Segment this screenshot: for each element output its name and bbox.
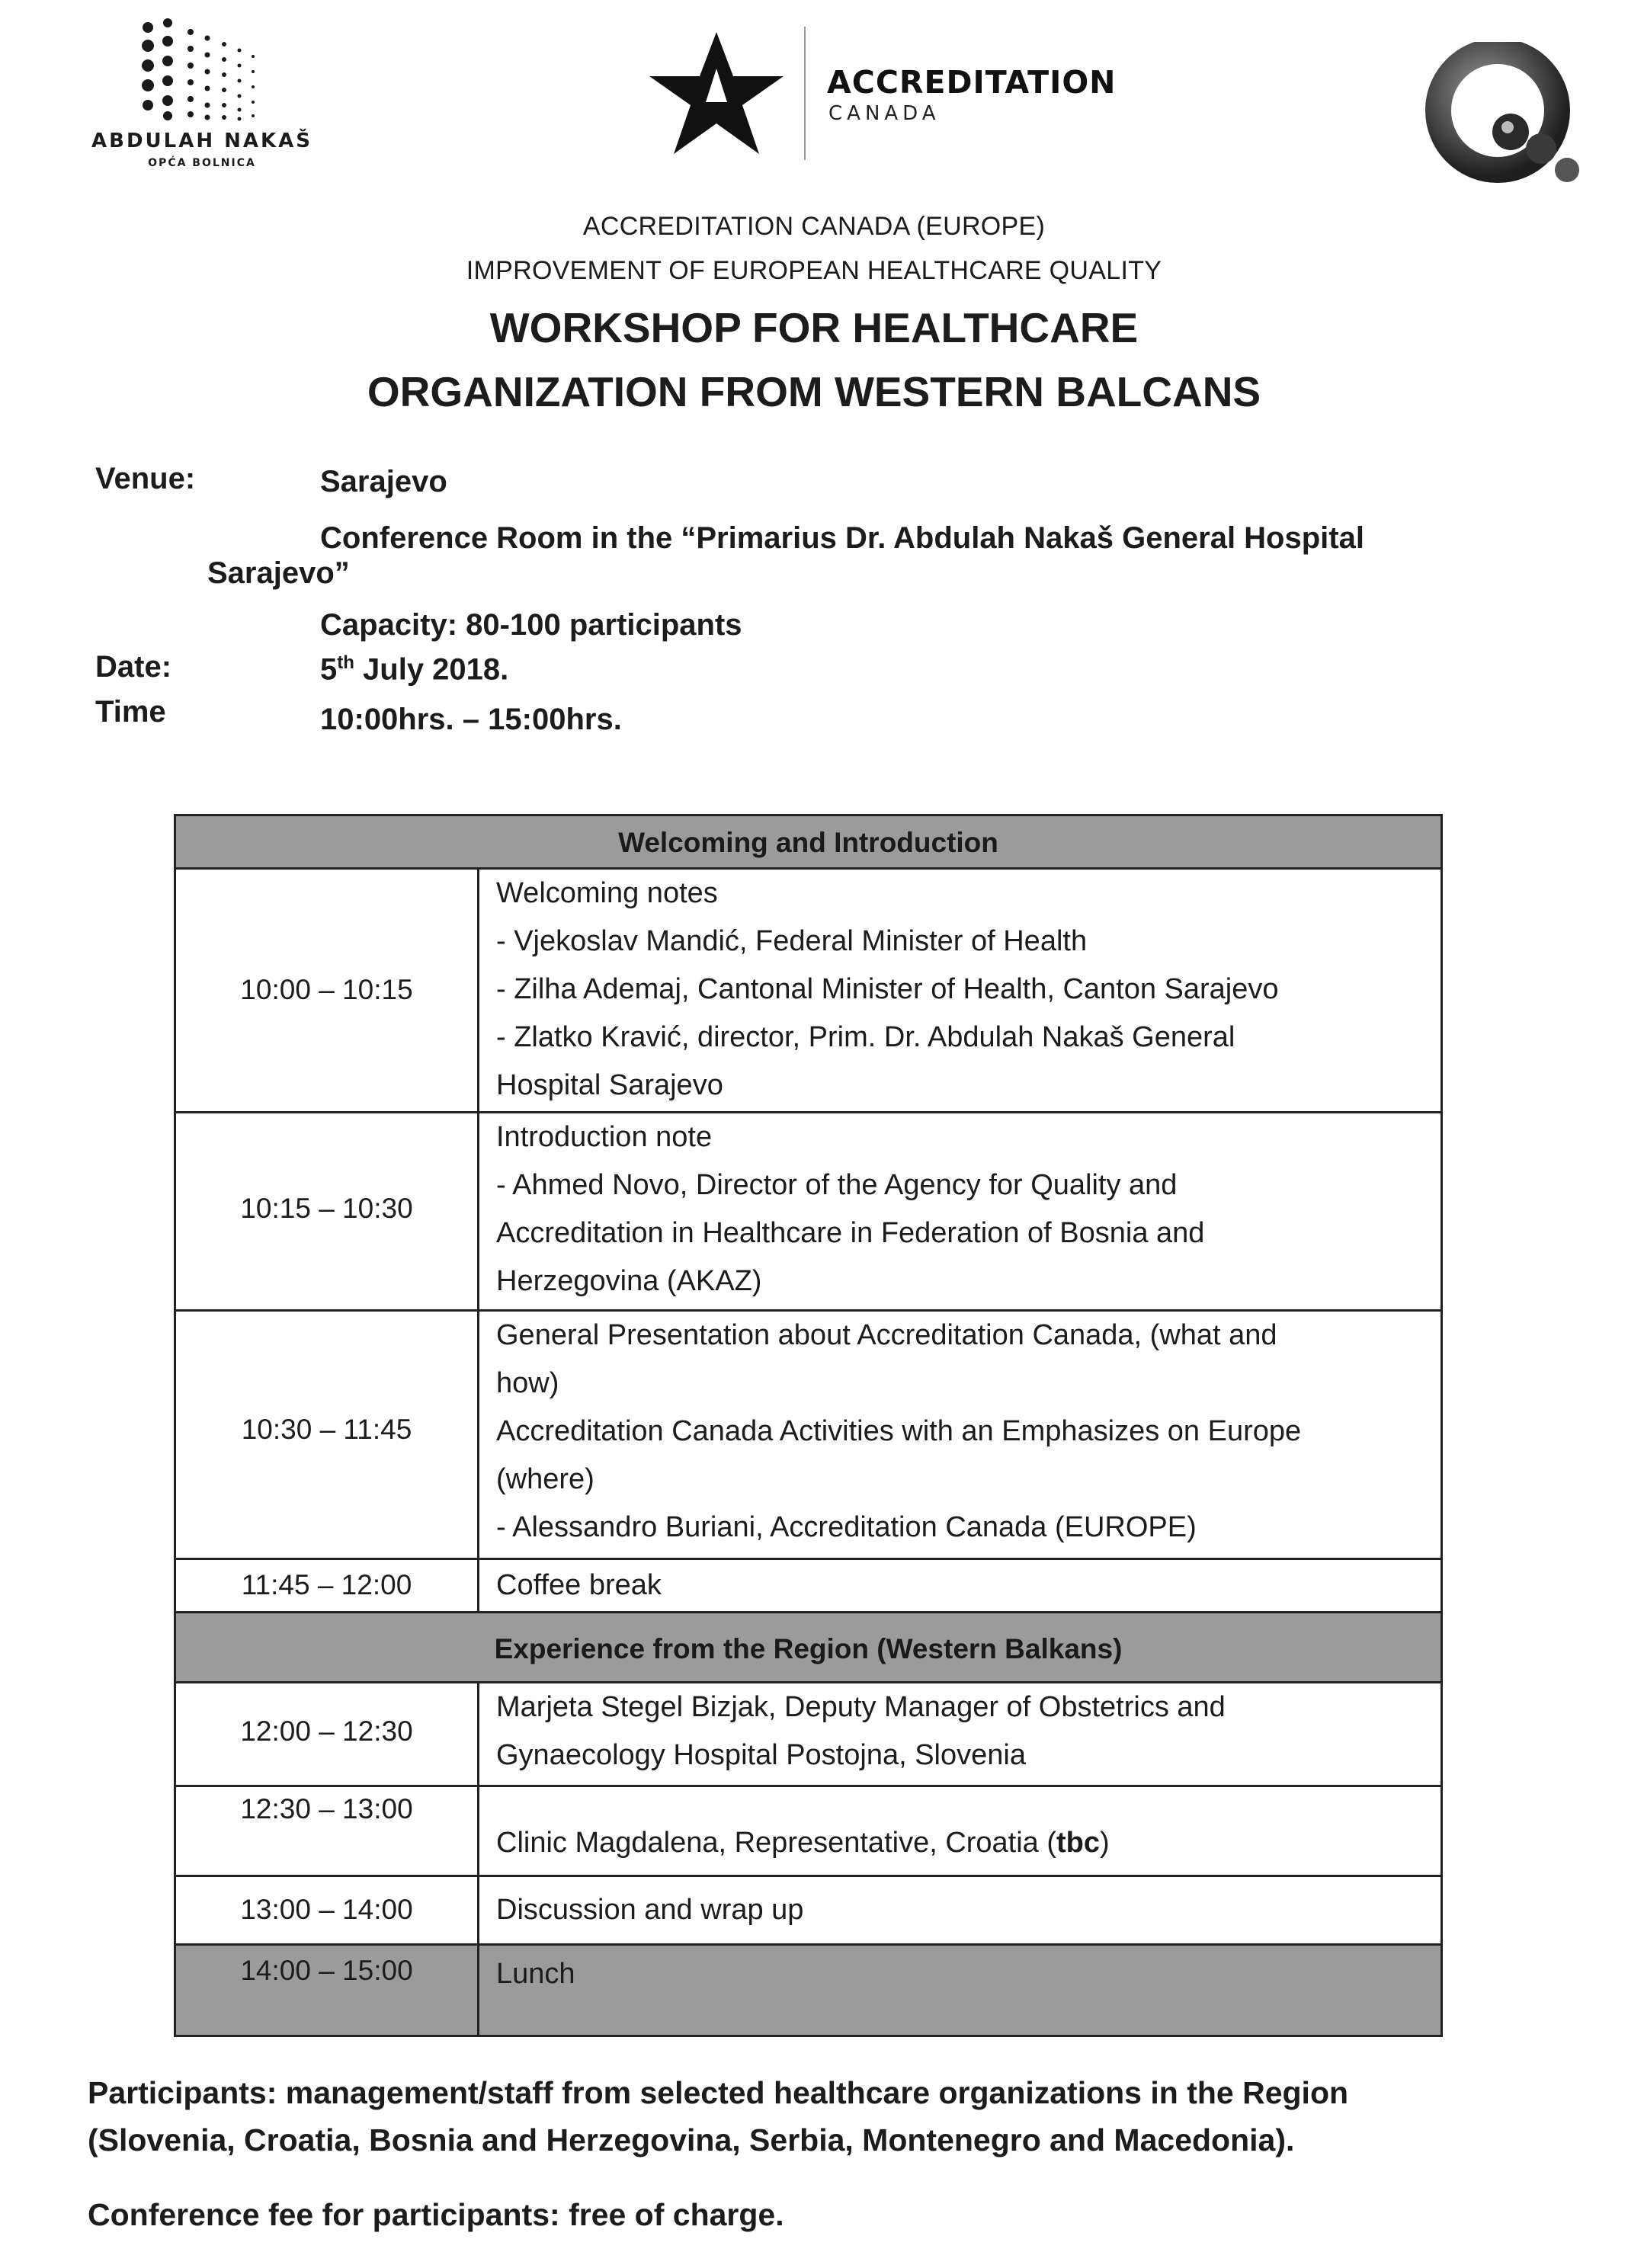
- venue-room-continued: Sarajevo”: [207, 556, 350, 590]
- session-description: Discussion and wrap up: [496, 1894, 804, 1926]
- session-description: [496, 1113, 1410, 1305]
- date-label: Date:: [95, 650, 172, 684]
- date-day: 5: [320, 652, 338, 687]
- session-time: 10:15 – 10:30: [240, 1193, 413, 1224]
- session-description: [496, 1819, 1410, 1867]
- time-value: 10:00hrs. – 15:00hrs.: [320, 703, 622, 736]
- table-row: [176, 1113, 1441, 1312]
- table-row: [176, 870, 1441, 1113]
- star-logo-icon: [648, 32, 785, 154]
- venue-room: Conference Room in the “Primarius Dr. Abdulah Nakaš General Hospital: [320, 521, 1364, 555]
- column-divider: [477, 1312, 479, 1558]
- session-line: Accreditation Canada Activities with an Emphasizes on Europe: [496, 1415, 1302, 1447]
- session-description: [496, 1683, 1410, 1779]
- session-line: Gynaecology Hospital Postojna, Slovenia: [496, 1739, 1026, 1771]
- session-description: Coffee break: [496, 1569, 662, 1601]
- table-row: [176, 1312, 1441, 1560]
- date-suffix: th: [337, 652, 354, 673]
- session-line: Marjeta Stegel Bizjak, Deputy Manager of Obstetrics and: [496, 1691, 1226, 1723]
- session-time: 10:00 – 10:15: [240, 974, 413, 1005]
- session-description: [496, 870, 1410, 1110]
- table-row-lunch: [176, 1946, 1441, 2035]
- hospital-logo: [91, 15, 312, 179]
- session-line: - Zilha Ademaj, Cantonal Minister of Health, Canton Sarajevo: [496, 973, 1279, 1005]
- table-row: [176, 1877, 1441, 1946]
- tbc-marker: tbc: [1056, 1827, 1101, 1859]
- header-program: IMPROVEMENT OF EUROPEAN HEALTHCARE QUALITY: [466, 256, 1162, 285]
- column-divider: [477, 1683, 479, 1785]
- accreditation-logo-title: ACCREDITATION: [827, 64, 1117, 101]
- column-divider: [477, 1787, 479, 1875]
- session-time: 12:30 – 13:00: [240, 1793, 413, 1824]
- schedule-table: [174, 814, 1443, 2037]
- column-divider: [477, 1113, 479, 1309]
- venue-label: Venue:: [95, 462, 196, 495]
- accreditation-logo-subtitle: CANADA: [828, 102, 941, 125]
- page-title-line-2: ORGANIZATION FROM WESTERN BALCANS: [367, 368, 1261, 415]
- dot-grid-icon: [139, 15, 268, 122]
- table-row: [176, 1560, 1441, 1613]
- session-time: 12:00 – 12:30: [240, 1715, 413, 1747]
- conference-fee: Conference fee for participants: free of charge.: [88, 2197, 784, 2232]
- column-divider: [477, 1946, 479, 2035]
- venue-city: Sarajevo: [320, 465, 447, 498]
- session-line: - Vjekoslav Mandić, Federal Minister of Health: [496, 925, 1088, 957]
- date-value: [320, 652, 508, 687]
- session-time: 10:30 – 11:45: [241, 1414, 412, 1445]
- session-line: Accreditation in Healthcare in Federation of Bosnia and: [496, 1217, 1205, 1249]
- quality-logo: [1425, 42, 1593, 194]
- venue-capacity: Capacity: 80-100 participants: [320, 608, 742, 642]
- participants-line-2: (Slovenia, Croatia, Bosnia and Herzegovina, Serbia, Montenegro and Macedonia).: [88, 2122, 1295, 2157]
- section-title: Experience from the Region (Western Balkans): [494, 1633, 1123, 1664]
- session-line: (where): [496, 1463, 594, 1495]
- participants-line-1: Participants: management/staff from selected healthcare organizations in the Region: [88, 2075, 1349, 2110]
- section-header-welcoming: [176, 816, 1441, 870]
- table-row: [176, 1787, 1441, 1877]
- session-time: 11:45 – 12:00: [241, 1569, 412, 1600]
- session-description: [496, 1312, 1410, 1552]
- column-divider: [477, 1560, 479, 1611]
- logo-divider: [804, 27, 806, 160]
- session-line: - Zlatko Kravić, director, Prim. Dr. Abdulah Nakaš General: [496, 1021, 1235, 1053]
- session-description: Lunch: [496, 1958, 575, 1990]
- time-label: Time: [95, 695, 166, 729]
- table-row: [176, 1683, 1441, 1787]
- session-line: Herzegovina (AKAZ): [496, 1265, 762, 1297]
- session-line: Hospital Sarajevo: [496, 1069, 723, 1101]
- column-divider: [477, 870, 479, 1111]
- hospital-logo-name: ABDULAH NAKAŠ: [91, 130, 313, 152]
- session-line: how): [496, 1367, 559, 1399]
- hospital-logo-subtitle: OPĆA BOLNICA: [148, 157, 256, 169]
- session-line: - Ahmed Novo, Director of the Agency for Quality and: [496, 1169, 1178, 1201]
- date-rest: July 2018.: [354, 652, 509, 687]
- session-text: Clinic Magdalena, Representative, Croatia (: [496, 1827, 1057, 1859]
- accreditation-canada-logo: [648, 23, 1117, 160]
- column-divider: [477, 1877, 479, 1943]
- section-header-region: [176, 1613, 1441, 1683]
- session-time: 14:00 – 15:00: [240, 1955, 413, 1986]
- session-line: General Presentation about Accreditation Canada, (what and: [496, 1319, 1277, 1351]
- session-line: - Alessandro Buriani, Accreditation Canada (EUROPE): [496, 1511, 1197, 1543]
- header-organizer: ACCREDITATION CANADA (EUROPE): [582, 212, 1046, 241]
- section-title: Welcoming and Introduction: [618, 827, 998, 858]
- session-line: Welcoming notes: [496, 877, 718, 909]
- session-line: Introduction note: [496, 1121, 713, 1153]
- session-text-end: ): [1100, 1827, 1110, 1859]
- session-time: 13:00 – 14:00: [240, 1894, 413, 1925]
- page-title-line-1: WORKSHOP FOR HEALTHCARE: [489, 304, 1139, 351]
- quality-q-icon: [1425, 42, 1593, 194]
